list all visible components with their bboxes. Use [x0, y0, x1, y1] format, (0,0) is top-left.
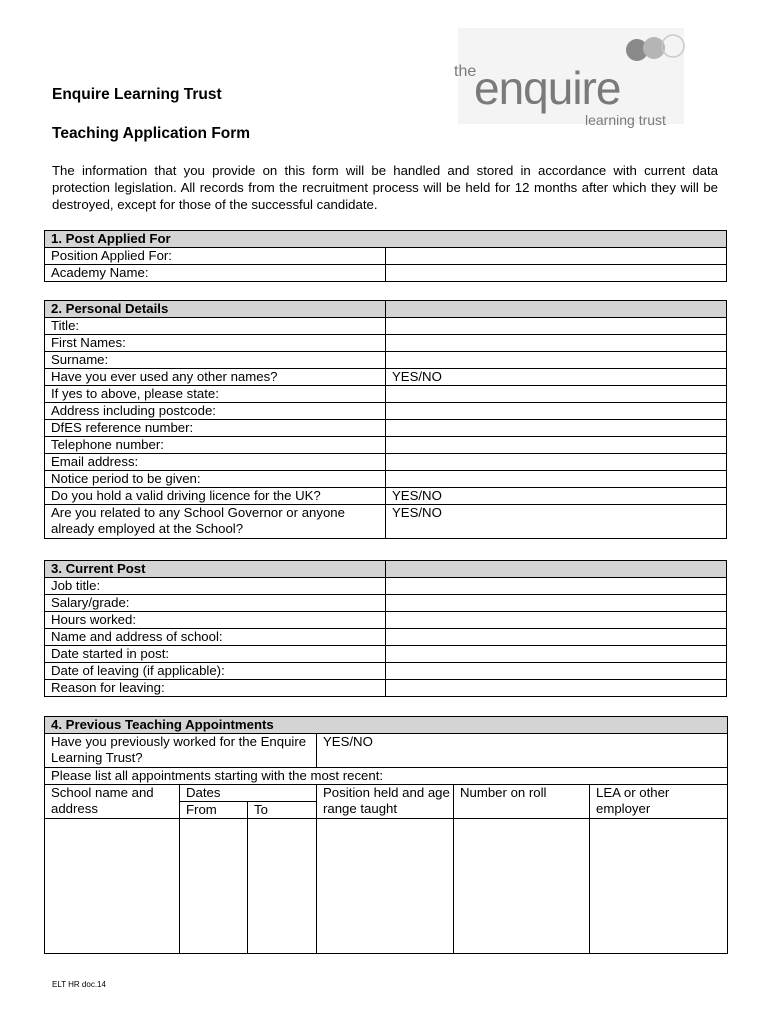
- field-input-telephone[interactable]: [386, 437, 727, 454]
- field-label: Address including postcode:: [45, 403, 386, 420]
- form-row: [45, 629, 727, 646]
- form-row: [45, 248, 727, 265]
- enquire-logo: [444, 28, 692, 132]
- form-row: [45, 437, 727, 454]
- field-label: Surname:: [45, 352, 386, 369]
- field-label: Are you related to any School Governor or anyone already employed at the School?: [45, 505, 386, 539]
- form-row: [45, 420, 727, 437]
- field-input-position[interactable]: [386, 248, 727, 265]
- section-current-post: [44, 560, 727, 697]
- form-row: [45, 595, 727, 612]
- logo-wordmark: enquire: [474, 62, 621, 114]
- column-header-lea: LEA or other employer: [590, 785, 728, 819]
- form-row: [45, 352, 727, 369]
- field-label: First Names:: [45, 335, 386, 352]
- table-row: [45, 819, 728, 954]
- field-label: If yes to above, please state:: [45, 386, 386, 403]
- field-input-academy[interactable]: [386, 265, 727, 282]
- field-input-other-names-details[interactable]: [386, 386, 727, 403]
- field-label: Have you ever used any other names?: [45, 369, 386, 386]
- form-row: [45, 369, 727, 386]
- section-post-applied: [44, 230, 727, 282]
- cell-school[interactable]: [45, 819, 180, 954]
- field-input-job-title[interactable]: [386, 578, 727, 595]
- column-header-roll: Number on roll: [454, 785, 590, 819]
- cell-lea[interactable]: [590, 819, 728, 954]
- section-heading-blank: [386, 301, 727, 318]
- cell-roll[interactable]: [454, 819, 590, 954]
- field-label: Have you previously worked for the Enquire Learning Trust?: [45, 734, 317, 768]
- form-row: [45, 318, 727, 335]
- field-label: Title:: [45, 318, 386, 335]
- section-personal-details: [44, 300, 727, 539]
- field-input-address[interactable]: [386, 403, 727, 420]
- organisation-name: Enquire Learning Trust: [52, 86, 222, 103]
- section-heading: 1. Post Applied For: [45, 231, 727, 248]
- column-header-from: From: [180, 802, 248, 819]
- field-label: Academy Name:: [45, 265, 386, 282]
- form-row: [45, 403, 727, 420]
- form-row: [45, 454, 727, 471]
- field-label: Do you hold a valid driving licence for the UK?: [45, 488, 386, 505]
- field-input-first-names[interactable]: [386, 335, 727, 352]
- field-label: DfES reference number:: [45, 420, 386, 437]
- form-row: [45, 386, 727, 403]
- field-input-reason-leaving[interactable]: [386, 680, 727, 697]
- cell-to[interactable]: [248, 819, 317, 954]
- column-header-school: School name and address: [45, 785, 180, 819]
- form-row: [45, 578, 727, 595]
- form-row: [45, 265, 727, 282]
- column-header-position: Position held and age range taught: [317, 785, 454, 819]
- form-row: [45, 663, 727, 680]
- footer-doc-ref: ELT HR doc.14: [52, 980, 106, 989]
- section-previous-appointments: [44, 716, 728, 954]
- field-label: Name and address of school:: [45, 629, 386, 646]
- field-input-email[interactable]: [386, 454, 727, 471]
- field-label: Telephone number:: [45, 437, 386, 454]
- section-heading: 4. Previous Teaching Appointments: [45, 717, 728, 734]
- column-header-dates: Dates: [180, 785, 317, 802]
- field-label: Email address:: [45, 454, 386, 471]
- section-heading: 2. Personal Details: [45, 301, 386, 318]
- form-row: [45, 505, 727, 539]
- form-row: [45, 335, 727, 352]
- field-input-other-names[interactable]: YES/NO: [386, 369, 727, 386]
- field-input-school-address[interactable]: [386, 629, 727, 646]
- column-header-to: To: [248, 802, 317, 819]
- form-row: [45, 768, 728, 785]
- field-label: Position Applied For:: [45, 248, 386, 265]
- cell-from[interactable]: [180, 819, 248, 954]
- section-heading-blank: [386, 561, 727, 578]
- form-row: [45, 471, 727, 488]
- field-input-previous-enquire[interactable]: YES/NO: [317, 734, 728, 768]
- field-input-driving-licence[interactable]: YES/NO: [386, 488, 727, 505]
- field-label: Reason for leaving:: [45, 680, 386, 697]
- field-label: Date of leaving (if applicable):: [45, 663, 386, 680]
- field-label: Job title:: [45, 578, 386, 595]
- field-input-related[interactable]: YES/NO: [386, 505, 727, 539]
- form-row: [45, 488, 727, 505]
- field-input-surname[interactable]: [386, 352, 727, 369]
- field-input-date-leaving[interactable]: [386, 663, 727, 680]
- form-row: [45, 680, 727, 697]
- field-label: Salary/grade:: [45, 595, 386, 612]
- field-label: Date started in post:: [45, 646, 386, 663]
- field-input-hours[interactable]: [386, 612, 727, 629]
- form-title: Teaching Application Form: [52, 125, 251, 142]
- cell-position[interactable]: [317, 819, 454, 954]
- logo-graphic: [444, 28, 692, 132]
- field-input-dfes[interactable]: [386, 420, 727, 437]
- field-label: Notice period to be given:: [45, 471, 386, 488]
- field-label: Hours worked:: [45, 612, 386, 629]
- form-row: [45, 734, 728, 768]
- logo-prefix: the: [454, 63, 477, 80]
- section-heading: 3. Current Post: [45, 561, 386, 578]
- field-input-title[interactable]: [386, 318, 727, 335]
- intro-text: The information that you provide on this form will be handled and stored in accordance with current data protection legislation. All records from the recruitment process will be held for 12 months after which they will be destroyed, except for those of the successful candidate.: [52, 163, 718, 212]
- instruction-text: Please list all appointments starting with the most recent:: [45, 768, 728, 785]
- form-row: [45, 646, 727, 663]
- logo-tagline: learning trust: [585, 112, 666, 128]
- field-input-salary[interactable]: [386, 595, 727, 612]
- field-input-date-started[interactable]: [386, 646, 727, 663]
- field-input-notice-period[interactable]: [386, 471, 727, 488]
- form-row: [45, 612, 727, 629]
